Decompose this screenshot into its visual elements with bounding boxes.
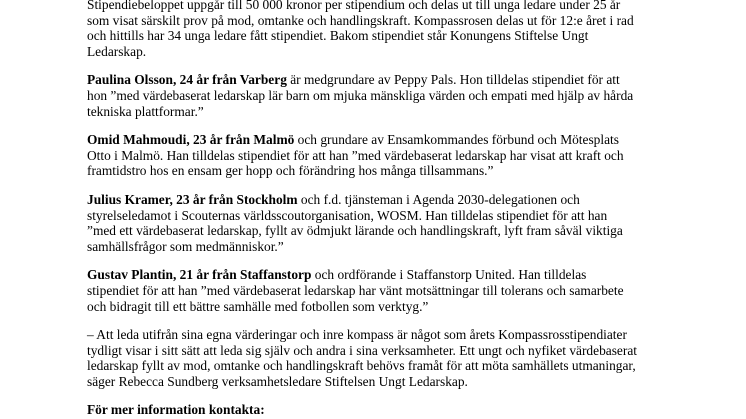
text-line: hon ”med värdebaserat ledarskap lär barn om mjuka mänskliga värden och empati med hjälp av hårda <box>87 87 634 103</box>
text-line: För mer information kontakta: <box>87 402 265 418</box>
text-line: säger Rebecca Sundberg verksamhetsledare Stiftelsen Ungt Ledarskap. <box>87 373 468 389</box>
recipient-name: Gustav Plantin, 21 år från Staffanstorp <box>87 267 312 283</box>
recipient-paragraph-omid <box>87 132 687 179</box>
text-line <box>87 72 687 88</box>
text-line: Stipendiebeloppet uppgår till 50 000 kronor per stipendium och delas ut till unga ledare under 25 år <box>87 0 621 12</box>
quote-paragraph <box>87 327 687 389</box>
text-line: ”med ett värdebaserat ledarskap, fyllt av ödmjukt lärande och handlingskraft, lyft fram såväl viktiga <box>87 223 623 239</box>
text-line: stipendiet för att han ”med värdebaserat ledarskap har vänt motsättningar till tolerans och samarbete <box>87 282 624 298</box>
document-body <box>87 0 687 419</box>
text-fragment: och ordförande i Staffanstorp United. Han tilldelas <box>311 267 587 283</box>
text-line: – Att leda utifrån sina egna värderingar och inre kompass är något som årets Kompassrosstipendiater <box>87 327 627 343</box>
text-line: och hittills har 34 unga ledare fått stipendiet. Bakom stipendiet står Konungens Stiftelse Ungt <box>87 28 589 44</box>
recipient-paragraph-gustav <box>87 267 687 314</box>
contact-heading <box>87 402 687 418</box>
recipient-name: Paulina Olsson, 24 år från Varberg <box>87 72 287 88</box>
text-line <box>87 192 687 208</box>
text-line: Otto i Malmö. Han tilldelas stipendiet för att han ”med värdebaserat ledarskap har visat att kraft och <box>87 147 624 163</box>
text-line: ledarskap fyllt av mod, omtanke och handlingskraft behövs framåt för att möta samhällets utmaningar, <box>87 358 636 374</box>
text-fragment: och f.d. tjänsteman i Agenda 2030-delegationen och <box>297 191 580 207</box>
recipient-name: Julius Kramer, 23 år från Stockholm <box>87 191 298 207</box>
text-line: som visat särskilt prov på mod, omtanke och handlingskraft. Kompassrosen delas ut för 12:e året i rad <box>87 12 634 28</box>
text-line: tekniska plattformar.” <box>87 103 204 119</box>
text-line: samhällsfrågor som medmänniskor.” <box>87 238 284 254</box>
text-fragment: och grundare av Ensamkommandes förbund och Mötesplats <box>294 132 619 148</box>
text-line <box>87 132 687 148</box>
intro-paragraph <box>87 0 687 59</box>
text-fragment: är medgrundare av Peppy Pals. Hon tilldelas stipendiet för att <box>286 72 620 88</box>
recipient-paragraph-julius <box>87 192 687 254</box>
text-line: framtidstro hos en ensam ger hopp och förändring hos många tillsammans.” <box>87 163 494 179</box>
recipient-name: Omid Mahmoudi, 23 år från Malmö <box>87 132 295 148</box>
recipient-paragraph-paulina <box>87 72 687 119</box>
text-line: tydligt visar i sitt sätt att leda sig själv och andra i sina verksamheter. Ett ungt och nyfiket värdebaserat <box>87 342 637 358</box>
text-line <box>87 267 687 283</box>
text-line: styrelseledamot i Scouternas världsscoutorganisation, WOSM. Han tilldelas stipendiet för att han <box>87 207 608 223</box>
text-line: Ledarskap. <box>87 43 147 59</box>
text-line: och bidragit till ett bättre samhälle med fotbollen som verktyg.” <box>87 298 429 314</box>
